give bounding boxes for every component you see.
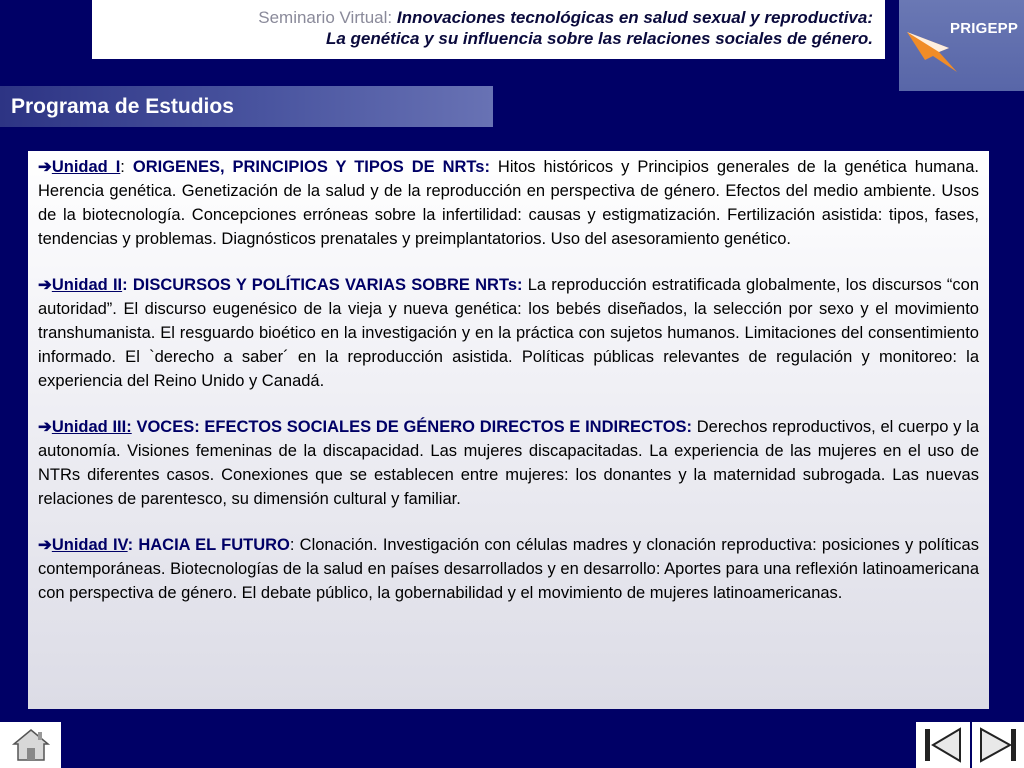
- arrow-right-icon: ➔: [38, 158, 52, 176]
- unit-2-body: La reproducción estratificada globalmente, los discursos “con autoridad”. El discurso eugenésico de la vieja y nueva genética: los bebés diseñados, la selección por sexo y el movimiento transhumanista. El resguardo bioético en la investigación y en la práctica con sujetos humanos. Limitaciones del consentimiento informado. El `derecho a saber´ en la reproducción asistida. Políticas públicas relevantes de regulación y monitoreo: la experiencia del Reino Unido y Canadá.: [38, 276, 979, 390]
- seminar-label: Seminario Virtual:: [258, 8, 393, 27]
- unit-4-body: : Clonación. Investigación con células madres y clonación reproductiva: posiciones y políticas contemporáneas. Biotecnologías de la salud en países desarrollados y en desarrollo: Aportes para una reflexión latinoamericana con perspectiva de género. El debate público, la gobernabilidad y el movimiento de mujeres latinoamericanas.: [38, 536, 979, 602]
- unit-2-label: Unidad II: [51, 276, 123, 294]
- unit-2-separator: :: [122, 276, 133, 294]
- arrow-right-icon: ➔: [38, 276, 52, 294]
- unit-2: [38, 273, 979, 393]
- header-banner: [92, 0, 885, 59]
- unit-1: [38, 155, 979, 251]
- header-line-1: [92, 7, 873, 28]
- program-content: [28, 151, 989, 709]
- unit-3-label: Unidad III:: [51, 418, 132, 436]
- section-title: Programa de Estudios: [0, 86, 493, 127]
- arrow-right-icon: ➔: [38, 536, 52, 554]
- unit-4-heading: HACIA EL FUTURO: [138, 536, 290, 554]
- unit-4-label: Unidad IV: [51, 536, 128, 554]
- unit-4-separator: :: [127, 536, 139, 554]
- previous-icon: [923, 726, 963, 764]
- unit-1-heading: ORIGENES, PRINCIPIOS Y TIPOS DE NRTs:: [132, 158, 490, 176]
- unit-1-separator: :: [120, 158, 133, 176]
- next-slide-button[interactable]: [972, 722, 1024, 768]
- home-icon: [11, 727, 51, 763]
- unit-1-label: Unidad I: [51, 158, 121, 176]
- unit-1-body: Hitos históricos y Principios generales de la genética humana. Herencia genética. Genetización de la salud y de la reproducción en perspectiva de género. Efectos del medio ambiente. Usos de la biotecnología. Concepciones erróneas sobre la infertilidad: causas y estigmatización. Fertilización asistida: tipos, fases, tendencias y problemas. Diagnósticos prenatales y preimplantatorios. Uso del asesoramiento genético.: [38, 158, 980, 248]
- seminar-title: Innovaciones tecnológicas en salud sexual y reproductiva:: [396, 8, 873, 27]
- unit-3: [38, 415, 979, 511]
- next-icon: [978, 726, 1018, 764]
- unit-4: [38, 533, 979, 605]
- unit-3-heading: VOCES: EFECTOS SOCIALES DE GÉNERO DIRECTOS E INDIRECTOS:: [136, 418, 693, 436]
- previous-slide-button[interactable]: [916, 722, 970, 768]
- home-button[interactable]: [0, 722, 61, 768]
- arrow-right-icon: ➔: [38, 418, 52, 436]
- prigepp-logo: [899, 0, 1024, 91]
- unit-3-body: Derechos reproductivos, el cuerpo y la autonomía. Visiones femeninas de la discapacidad. Las mujeres discapacitadas. La experiencia de las mujeres en el uso de NTRs diferentes casos. Conexiones que se establecen entre mujeres: los donantes y la maternidad subrogada. Las nuevas relaciones de parentesco, su dimensión cultural y familiar.: [38, 418, 979, 508]
- logo-text: PRIGEPP: [950, 20, 1019, 37]
- unit-2-heading: DISCURSOS Y POLÍTICAS VARIAS SOBRE NRTs:: [132, 276, 523, 294]
- seminar-subtitle: La genética y su influencia sobre las relaciones sociales de género.: [325, 29, 873, 48]
